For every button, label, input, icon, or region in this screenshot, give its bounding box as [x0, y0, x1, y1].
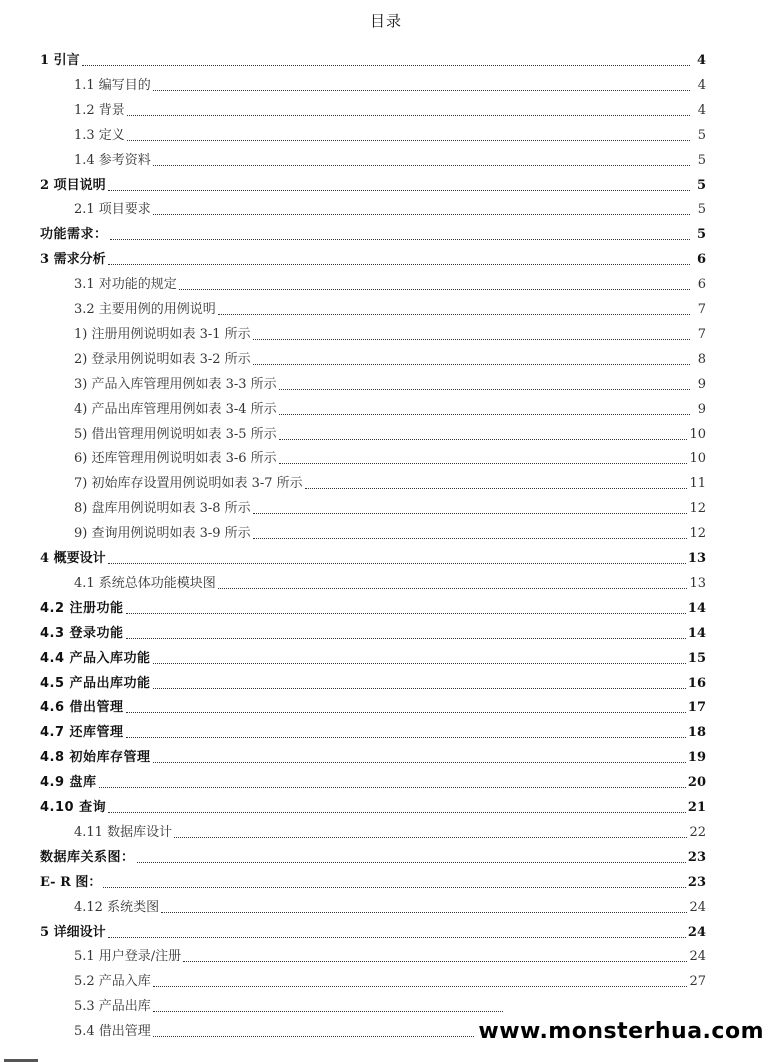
toc-entry[interactable]	[0, 745, 772, 767]
toc-entry-label: 5 详细设计	[40, 924, 106, 940]
toc-entry-page-number: 4	[697, 77, 706, 93]
toc-entry[interactable]	[0, 546, 772, 568]
toc-dot-leader	[161, 911, 687, 913]
toc-entry-page-number: 27	[689, 974, 706, 990]
toc-dot-leader	[82, 64, 690, 66]
toc-dot-leader	[153, 89, 690, 91]
toc-entry-page-number: 14	[687, 625, 706, 641]
toc-entry-page-number: 19	[687, 750, 706, 766]
toc-entry[interactable]	[0, 148, 772, 170]
toc-entry[interactable]	[0, 820, 772, 842]
toc-entry-page-number: 7	[697, 326, 706, 342]
toc-entry-page-number: 24	[687, 924, 706, 940]
toc-entry-label: 5.4 借出管理	[74, 1024, 151, 1040]
toc-entry-label: 4.4 产品入库功能	[40, 650, 151, 666]
toc-dot-leader	[103, 886, 686, 888]
toc-entry-label: 4.7 还库管理	[40, 725, 124, 741]
toc-entry[interactable]	[0, 596, 772, 618]
toc-dot-leader	[153, 761, 686, 763]
toc-dot-leader	[279, 388, 690, 390]
toc-entry-label: 4.5 产品出库功能	[40, 675, 151, 691]
toc-entry-label: 4.1 系统总体功能模块图	[74, 575, 216, 591]
toc-dot-leader	[253, 537, 688, 539]
toc-entry-label: 1) 注册用例说明如表 3-1 所示	[74, 326, 251, 342]
toc-dot-leader	[126, 711, 686, 713]
toc-dot-leader	[253, 338, 690, 340]
toc-entry-page-number: 5	[696, 227, 706, 243]
toc-entry-label: 6) 还库管理用例说明如表 3-6 所示	[74, 451, 277, 467]
toc-entry[interactable]	[0, 446, 772, 468]
toc-entry-page-number: 5	[696, 177, 706, 193]
toc-entry-page-number: 12	[689, 501, 706, 517]
toc-entry-page-number: 23	[687, 874, 706, 890]
toc-dot-leader	[253, 363, 690, 365]
toc-entry-page-number: 10	[689, 451, 706, 467]
toc-entry-page-number: 4	[697, 102, 706, 118]
toc-entry-label: 5.1 用户登录/注册	[74, 949, 182, 965]
toc-dot-leader	[126, 612, 686, 614]
toc-dot-leader	[218, 587, 688, 589]
toc-entry-page-number: 9	[697, 376, 706, 392]
toc-dot-leader	[179, 288, 690, 290]
toc-entry[interactable]	[0, 496, 772, 518]
toc-entry-label: 3 需求分析	[40, 252, 106, 268]
toc-entry-page-number: 4	[696, 53, 706, 68]
toc-entry-page-number: 24	[689, 949, 706, 965]
toc-entry-label: 4.3 登录功能	[40, 625, 124, 641]
toc-dot-leader	[279, 413, 690, 415]
toc-entry[interactable]	[0, 173, 772, 195]
toc-entry[interactable]	[0, 870, 772, 892]
toc-title: 目录	[369, 12, 402, 30]
toc-entry-label: 2) 登录用例说明如表 3-2 所示	[74, 351, 251, 367]
toc-entry-page-number: 5	[697, 152, 706, 168]
toc-dot-leader	[153, 662, 686, 664]
toc-entry-label: 1.4 参考资料	[74, 152, 151, 168]
toc-entry-label: 4.9 盘库	[40, 775, 97, 791]
toc-dot-leader	[218, 313, 690, 315]
toc-entry-page-number: 6	[696, 252, 706, 268]
toc-entry-label: 4.2 注册功能	[40, 600, 124, 616]
toc-entry[interactable]	[0, 969, 772, 991]
toc-dot-leader	[153, 164, 690, 166]
toc-dot-leader	[279, 462, 688, 464]
toc-dot-leader	[153, 1035, 498, 1037]
toc-dot-leader	[253, 512, 688, 514]
toc-entry[interactable]	[0, 422, 772, 444]
toc-entry-page-number: 9	[697, 401, 706, 417]
toc-entry[interactable]	[0, 471, 772, 493]
toc-dot-leader	[127, 139, 690, 141]
toc-entry-page-number: 8	[697, 351, 706, 367]
watermark: www.monsterhua.com	[474, 1017, 768, 1046]
toc-entry-label: 4.12 系统类图	[74, 899, 160, 915]
toc-entry-label: 3.1 对功能的规定	[74, 277, 177, 293]
toc-entry-page-number: 12	[689, 526, 706, 542]
toc-entry-label: 4 概要设计	[40, 551, 106, 566]
toc-entry[interactable]	[0, 720, 772, 742]
toc-entry[interactable]	[0, 646, 772, 668]
toc-entry[interactable]	[0, 222, 772, 244]
toc-entry-page-number: 17	[687, 700, 706, 716]
toc-entry[interactable]	[0, 621, 772, 643]
toc-dot-leader	[305, 487, 688, 489]
toc-dot-leader	[174, 836, 687, 838]
toc-entry-label: 4.10 查询	[40, 800, 107, 815]
toc-entry-page-number: 5	[697, 202, 706, 218]
toc-entry-label: 9) 查询用例说明如表 3-9 所示	[74, 526, 251, 542]
toc-entry[interactable]	[0, 297, 772, 319]
toc-entry-page-number: 11	[689, 476, 706, 492]
toc-entry[interactable]	[0, 944, 772, 966]
toc-entry[interactable]	[0, 994, 772, 1016]
toc-entry-page-number: 6	[697, 277, 706, 293]
toc-entry-label: 4.11 数据库设计	[74, 824, 173, 840]
toc-entry-label: E- R 图：	[40, 874, 102, 890]
toc-entry-label: 4) 产品出库管理用例如表 3-4 所示	[74, 401, 277, 417]
toc-entry-label: 5.2 产品入库	[74, 974, 151, 990]
toc-dot-leader	[127, 114, 690, 116]
toc-entry[interactable]	[0, 372, 772, 394]
toc-entry[interactable]	[0, 397, 772, 419]
toc-dot-leader	[99, 786, 686, 788]
toc-entry-page-number: 7	[697, 302, 706, 317]
toc-entry-label: 1 引言	[40, 53, 80, 68]
toc-entry[interactable]	[0, 347, 772, 369]
toc-entry[interactable]	[0, 48, 772, 70]
toc-entry-page-number: 20	[687, 775, 706, 791]
toc-entry-label: 1.3 定义	[74, 127, 125, 143]
toc-dot-leader	[108, 263, 690, 265]
toc-entry[interactable]	[0, 73, 772, 95]
toc-entry-page-number: 21	[687, 800, 706, 815]
toc-entry[interactable]	[0, 322, 772, 344]
toc-dot-leader	[183, 960, 687, 962]
toc-entry[interactable]	[0, 571, 772, 593]
toc-entry[interactable]	[0, 197, 772, 219]
toc-entry-page-number: 18	[687, 725, 706, 741]
toc-entry[interactable]	[0, 123, 772, 145]
toc-entry[interactable]	[0, 895, 772, 917]
toc-dot-leader	[153, 687, 686, 689]
toc-dot-leader	[108, 562, 686, 564]
toc-entry-label: 7) 初始库存设置用例说明如表 3-7 所示	[74, 476, 303, 492]
toc-entry-page-number: 13	[687, 551, 706, 566]
toc-entry-label: 1.1 编写目的	[74, 77, 151, 93]
toc-dot-leader	[153, 213, 690, 215]
toc-entry-page-number: 16	[687, 675, 706, 691]
toc-dot-leader	[279, 438, 688, 440]
toc-entry-label: 4.8 初始库存管理	[40, 750, 151, 766]
toc-entry[interactable]	[0, 521, 772, 543]
toc-entry[interactable]	[0, 695, 772, 717]
toc-entry-label: 数据库关系图：	[40, 849, 135, 865]
toc-entry-page-number: 24	[689, 899, 706, 915]
toc-entry[interactable]	[0, 247, 772, 269]
toc-entry-label: 4.6 借出管理	[40, 700, 124, 716]
toc-entry-page-number: 10	[689, 426, 706, 442]
toc-dot-leader	[137, 861, 686, 863]
toc-entry[interactable]	[0, 920, 772, 942]
toc-entry-label: 3) 产品入库管理用例如表 3-3 所示	[74, 376, 277, 392]
toc-entry-label: 1.2 背景	[74, 102, 125, 118]
toc-entry-label: 5.3 产品出库	[74, 999, 151, 1015]
toc-entry[interactable]	[0, 795, 772, 817]
toc-entry-label: 5) 借出管理用例说明如表 3-5 所示	[74, 426, 277, 442]
toc-dot-leader	[108, 811, 686, 813]
toc-entry-page-number: 5	[697, 127, 706, 143]
toc-entry[interactable]	[0, 845, 772, 867]
toc-dot-leader	[108, 189, 690, 191]
toc-entry[interactable]	[0, 272, 772, 294]
toc-dot-leader	[153, 1010, 503, 1012]
toc-entry-page-number: 14	[687, 600, 706, 616]
toc-entry-label: 功能需求：	[40, 227, 108, 243]
toc-entry-page-number: 13	[689, 575, 706, 591]
toc-entry-label: 8) 盘库用例说明如表 3-8 所示	[74, 501, 251, 517]
toc-entry-label: 2 项目说明	[40, 177, 106, 193]
toc-entry-page-number: 23	[687, 849, 706, 865]
toc-entry-label: 2.1 项目要求	[74, 202, 151, 218]
toc-dot-leader	[153, 985, 688, 987]
toc-dot-leader	[126, 637, 686, 639]
toc-dot-leader	[108, 936, 686, 938]
toc-entry[interactable]	[0, 671, 772, 693]
toc-dot-leader	[126, 736, 686, 738]
toc-dot-leader	[110, 238, 690, 240]
toc-entry[interactable]	[0, 770, 772, 792]
toc-entry[interactable]	[0, 98, 772, 120]
toc-entry-page-number: 15	[687, 650, 706, 666]
toc-entry-label: 3.2 主要用例的用例说明	[74, 302, 216, 317]
toc-entry-page-number: 22	[689, 824, 706, 840]
